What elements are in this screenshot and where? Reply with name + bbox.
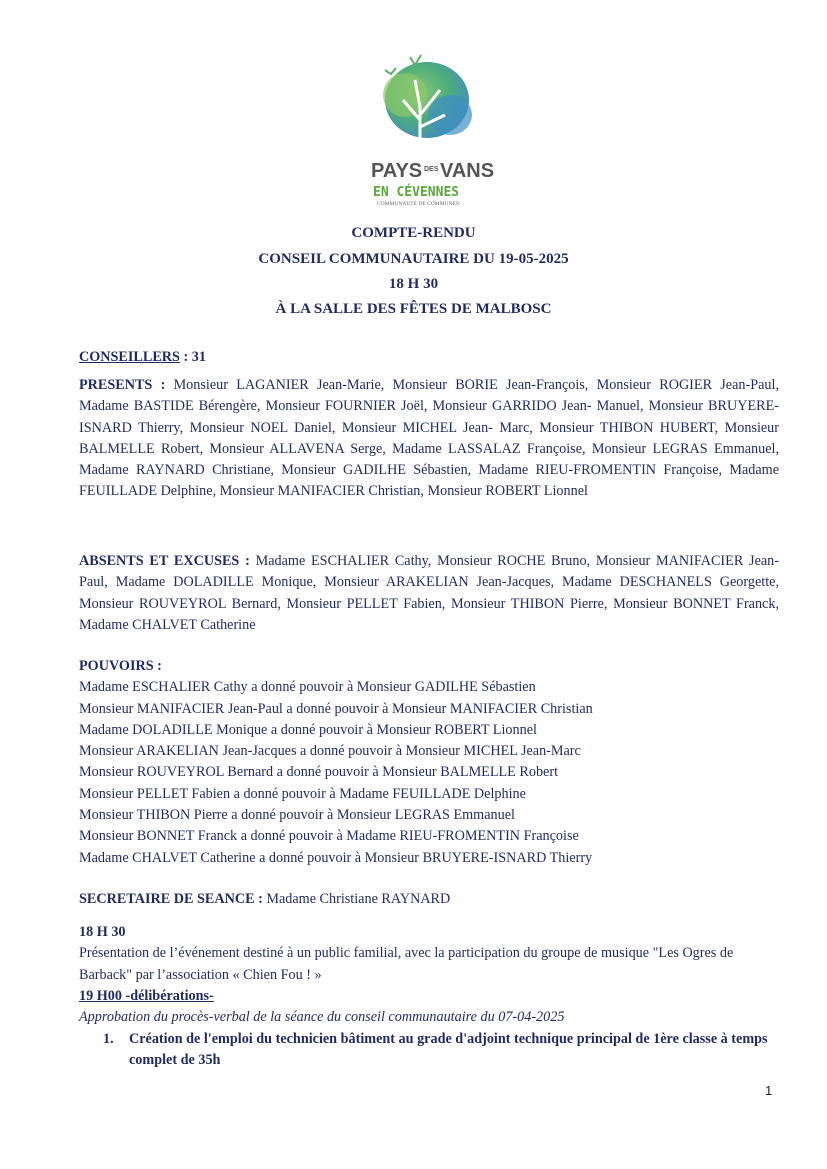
svg-text:PAYS: PAYS (371, 160, 423, 182)
conseillers-count (79, 347, 779, 368)
presentation-text: Présentation de l’événement destiné à un public familial, avec la participation du groupe de musique "Les Ogres de Barback" par l’association « Chien Fou ! » (79, 945, 734, 983)
pouvoir-item: Monsieur ROUVEYROL Bernard a donné pouvoir à Monsieur BALMELLE Robert (79, 764, 559, 781)
svg-text:COMMUNAUTÉ DE COMMUNES: COMMUNAUTÉ DE COMMUNES (377, 201, 459, 207)
conseillers-value: 31 (191, 349, 206, 365)
separator: : (179, 349, 192, 365)
agenda-item-text: Création de l'emploi du technicien bâtiment au grade d'adjoint technique principal de 1ère classe à temps complet de 35h (129, 1031, 768, 1069)
svg-text:DES: DES (424, 166, 439, 173)
presents-label: PRESENTS : (79, 377, 166, 393)
absents-paragraph (79, 551, 779, 636)
agenda-time-1: 18 H 30 (79, 924, 126, 940)
conseillers-label: CONSEILLERS (79, 349, 180, 365)
pays-des-vans-logo (365, 45, 495, 215)
meeting-time: 18 H 30 (388, 276, 439, 292)
pouvoir-item: Madame CHALVET Catherine a donné pouvoir à Monsieur BRUYERE-ISNARD Thierry (79, 849, 593, 866)
absents-list: Madame ESCHALIER Cathy, Monsieur ROCHE Bruno, Monsieur MANIFACIER Jean-Paul, Madame DOLADILLE Monique, Monsieur ARAKELIAN Jean-Jacques, Madame DESCHANELS Georgette, Monsieur ROUVEYROL Bernard, Monsieur PELLET Fabien, Monsieur THIBON Pierre, Monsieur BONNET Franck, Madame CHALVET Catherine (79, 553, 779, 633)
tree-logo-icon (365, 45, 495, 215)
pouvoir-item: Monsieur MANIFACIER Jean-Paul a donné pouvoir à Monsieur MANIFACIER Christian (79, 700, 593, 717)
pouvoir-item: Monsieur THIBON Pierre a donné pouvoir à Monsieur LEGRAS Emmanuel (79, 807, 515, 824)
absents-label: ABSENTS ET EXCUSES : (79, 553, 250, 569)
pouvoir-item: Monsieur BONNET Franck a donné pouvoir à Madame RIEU-FROMENTIN Françoise (79, 828, 579, 845)
agenda-section (79, 922, 779, 1028)
pouvoir-item: Madame DOLADILLE Monique a donné pouvoir à Monsieur ROBERT Lionnel (79, 721, 537, 738)
meeting-title: CONSEIL COMMUNAUTAIRE DU 19-05-2025 (258, 251, 569, 267)
meeting-location: À LA SALLE DES FÊTES DE MALBOSC (275, 301, 552, 317)
secretaire-label: SECRETAIRE DE SEANCE : (79, 891, 263, 907)
presents-list: Monsieur LAGANIER Jean-Marie, Monsieur BORIE Jean-François, Monsieur ROGIER Jean-Paul, Madame BASTIDE Bérengère, Monsieur FOURNIER Joël, Monsieur GARRIDO Jean- Manuel, Monsieur BRUYERE-ISNARD Thierry, Monsieur NOEL Daniel, Monsieur MICHEL Jean- Marc, Monsieur THIBON HUBERT, Monsieur BALMELLE Robert, Monsieur ALLAVENA Serge, Madame LASSALAZ Françoise, Monsieur LEGRAS Emmanuel, Madame RAYNARD Christiane, Monsieur GADILHE Sébastien, Madame RIEU-FROMENTIN Françoise, Madame FEUILLADE Delphine, Monsieur MANIFACIER Christian, Monsieur ROBERT Lionnel (79, 377, 779, 500)
pouvoirs-label: POUVOIRS : (79, 658, 162, 674)
secretaire-line (79, 889, 779, 910)
page-number: 1 (765, 1083, 773, 1098)
svg-text:VANS: VANS (440, 160, 495, 182)
approbation-text: Approbation du procès-verbal de la séance du conseil communautaire du 07-04-2025 (79, 1009, 565, 1026)
secretaire-value: Madame Christiane RAYNARD (262, 891, 451, 907)
pouvoir-item: Madame ESCHALIER Cathy a donné pouvoir à Monsieur GADILHE Sébastien (79, 679, 536, 696)
agenda-time-2: 19 H00 -délibérations- (79, 987, 214, 1004)
pouvoir-item: Monsieur PELLET Fabien a donné pouvoir à Madame FEUILLADE Delphine (79, 785, 526, 802)
pouvoir-item: Monsieur ARAKELIAN Jean-Jacques a donné pouvoir à Monsieur MICHEL Jean-Marc (79, 743, 581, 760)
pouvoirs-section (79, 656, 779, 869)
agenda-item-number: 1. (103, 1031, 114, 1047)
presents-paragraph (79, 375, 779, 503)
document-title: COMPTE-RENDU (351, 225, 476, 241)
svg-text:EN CÉVENNES: EN CÉVENNES (373, 185, 460, 200)
agenda-item (103, 1029, 783, 1072)
